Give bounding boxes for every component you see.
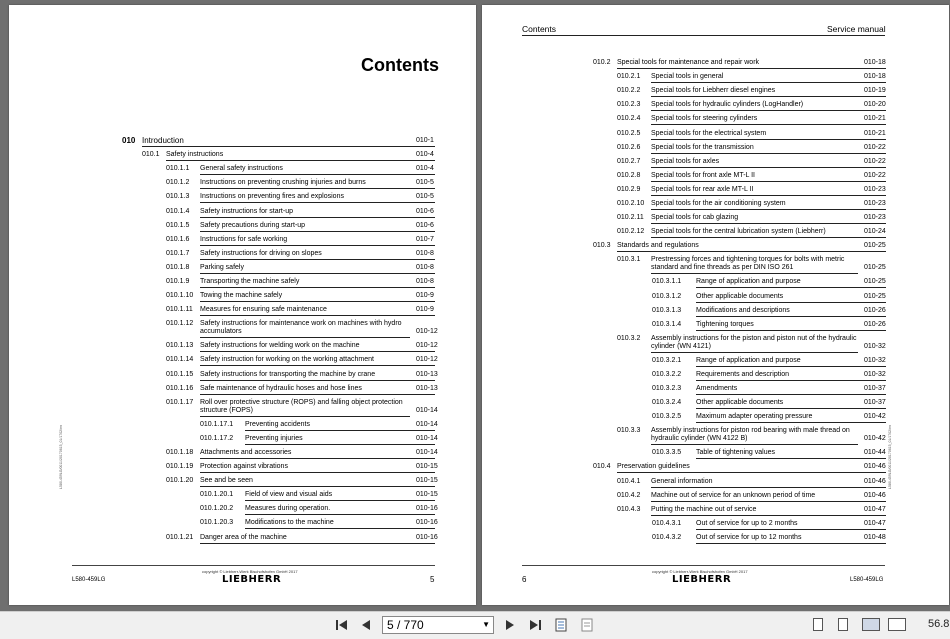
toc-entry[interactable] [9,477,476,487]
toc-entry-page: 010-18 [864,73,886,81]
toc-entry-page: 010-44 [864,449,886,457]
toc-entry[interactable] [482,492,949,502]
toc-entry-page: 010-42 [864,413,886,421]
toc-entry[interactable] [9,264,476,274]
toc-entry[interactable] [9,306,476,316]
toc-entry[interactable] [482,335,949,352]
toc-entry-title: Special tools for hydraulic cylinders (LogHandler) [651,101,886,111]
toc-entry[interactable] [482,101,949,111]
toc-entry-number: 010.2.3 [617,101,641,109]
two-page-view-icon[interactable] [862,618,880,631]
toc-entry-number: 010.3.1.2 [652,292,682,300]
toc-entry[interactable] [9,449,476,459]
toc-entry-number: 010 [122,136,136,145]
toc-entry-page: 010-15 [416,491,438,499]
toc-entry-title: General safety instructions [200,165,435,175]
chevron-down-icon: ▼ [482,620,490,629]
toc-entry-number: 010.3.2 [617,334,641,342]
toc-entry-number: 010.1.8 [166,263,190,271]
toc-entry-number: 010.1.17.2 [200,434,234,442]
toc-entry-page: 010-14 [416,434,438,442]
toc-entry-title: Special tools for steering cylinders [651,115,886,125]
toc-entry-title: Special tools for front axle MT-L II [651,172,886,182]
toc-entry[interactable] [9,292,476,302]
toc-entry-title: Standards and regulations [617,242,886,252]
toc-entry-title: Range of application and purpose [696,357,886,367]
page-indicator: 5 / 770 [387,618,424,632]
toc-entry-number: 010.2.9 [617,185,641,193]
toc-entry-title: Modifications and descriptions [696,307,886,317]
toc-entry-number: 010.2.7 [617,157,641,165]
toc-entry-title: Preventing accidents [245,421,435,431]
toc-entry[interactable] [482,293,949,303]
liebherr-logo: LIEBHERR [672,574,732,585]
header-contents: Contents [522,24,557,34]
next-page-icon[interactable] [502,616,518,634]
toc-entry-title: Safe maintenance of hydraulic hoses and hose lines [200,385,435,395]
toc-entry-title: Range of application and purpose [696,278,886,288]
toc-entry-title: Amendments [696,385,886,395]
toc-entry-number: 010.2.2 [617,87,641,95]
toc-entry[interactable] [482,228,949,238]
left-page [9,5,476,605]
toc-entry-number: 010.2.12 [617,228,645,236]
toc-entry[interactable] [9,463,476,473]
page-title: Contents [361,55,439,75]
toc-entry-page: 010-16 [416,505,438,513]
toc-entry[interactable] [9,385,476,395]
toc-entry-page: 010-8 [416,249,434,257]
toc-entry-title: Safety instructions [166,151,435,161]
toc-entry-title: Tightening torques [696,321,886,331]
toc-entry-number: 010.2.11 [617,214,644,222]
toc-entry[interactable] [482,321,949,331]
toc-entry[interactable] [9,435,476,445]
toc-entry-page: 010-14 [416,406,438,414]
toc-entry-title: Danger area of the machine [200,534,435,544]
toc-entry-title: General information [651,478,886,488]
toc-entry-title: Protection against vibrations [200,463,435,473]
toc-entry[interactable] [482,478,949,488]
toc-entry[interactable] [9,278,476,288]
toc-entry-page: 010-25 [864,278,886,286]
toc-entry-page: 010-24 [864,228,886,236]
page-number-select[interactable] [382,616,494,634]
toc-entry-number: 010.2.10 [617,200,645,207]
toc-entry-number: 010.2.8 [617,171,641,179]
toc-entry[interactable] [482,256,949,273]
page-number: 6 [522,575,527,584]
toc-entry-page: 010-23 [864,214,886,222]
toc-entry-page: 010-20 [864,101,886,109]
toc-entry[interactable] [9,236,476,246]
toc-entry-number: 010.4.2 [617,491,641,499]
toc-entry-number: 010.1.5 [166,221,190,229]
toc-entry[interactable] [9,505,476,515]
toc-entry-page: 010-6 [416,207,434,215]
toc-entry-page: 010-6 [416,221,434,229]
toc-entry[interactable] [482,158,949,168]
toc-entry-number: 010.2.1 [617,73,641,81]
toc-entry-title: Putting the machine out of service [651,506,886,516]
side-reference: L580-459LG/0011/20170615_01/1702/en [59,425,63,489]
toc-entry[interactable] [482,144,949,154]
toc-entry-number: 010.3.1.4 [652,320,682,328]
toc-entry-title: Special tools for Liebherr diesel engines [651,87,886,97]
footer-divider [522,565,885,566]
toc-entry-number: 010.3.2.4 [652,399,682,407]
toc-entry-title: Safety instructions for transporting the machine by crane [200,371,435,381]
toc-entry-title: Measures for ensuring safe maintenance [200,306,435,316]
zoom-level[interactable]: 56.8 [928,618,950,630]
toc-entry-title: Attachments and accessories [200,449,435,459]
liebherr-logo: LIEBHERR [222,574,282,585]
toc-entry-number: 010.2.4 [617,115,641,123]
toc-entry-page: 010-1 [416,137,434,144]
toc-entry-title: Special tools for the air conditioning system [651,200,886,210]
toc-entry[interactable] [482,59,949,69]
header-divider [522,35,885,36]
toc-entry-page: 010-22 [864,171,886,179]
copyright-text: copyright © Liebherr-Werk Bischofshofen GmbH 2017 [652,569,748,574]
toc-entry-number: 010.3.1 [617,256,641,264]
toc-entry[interactable] [9,519,476,529]
toc-entry[interactable] [482,214,949,224]
toc-entry-number: 010.4.3 [617,505,641,513]
toc-entry-number: 010.2.6 [617,143,641,151]
toc-entry[interactable] [482,463,949,473]
toc-entry-title: Instructions on preventing crushing injuries and burns [200,179,435,189]
toc-entry[interactable] [482,307,949,317]
toc-entry-page: 010-46 [864,491,886,499]
toc-entry-number: 010.1.15 [166,370,194,378]
toc-entry-page: 010-4 [416,151,434,159]
model-code: L580-459LG [72,577,106,583]
toc-entry-title: Special tools for the central lubrication system (Liebherr) [651,228,886,238]
toc-entry[interactable] [482,172,949,182]
toc-entry-page: 010-18 [864,59,886,66]
toc-entry-page: 010-4 [416,165,434,173]
toc-entry-title: Instructions on preventing fires and explosions [200,193,435,203]
toc-entry-page: 010-26 [864,320,886,328]
toc-entry-title: Table of tightening values [696,449,886,459]
toc-entry[interactable] [9,222,476,232]
toc-entry-page: 010-15 [416,477,438,485]
toc-entry-number: 010.3.2.5 [652,413,682,421]
toc-entry[interactable] [482,427,949,444]
toc-entry-page: 010-7 [416,235,434,243]
toc-entry[interactable] [9,399,476,416]
toc-entry-title: Field of view and visual aids [245,491,435,501]
toc-entry-title: Parking safely [200,264,435,274]
toc-entry-page: 010-37 [864,399,886,407]
fit-width-icon[interactable] [552,616,570,634]
toc-entry-title: Other applicable documents [696,399,886,409]
toc-entry-number: 010.1 [142,151,160,159]
toc-entry[interactable] [9,342,476,352]
toc-entry-number: 010.1.6 [166,235,190,243]
toc-entry-page: 010-32 [864,356,886,364]
toc-entry-number: 010.3.2.2 [652,370,682,378]
first-page-icon[interactable] [333,616,351,634]
toc-entry-page: 010-23 [864,200,886,207]
toc-entry-page: 010-21 [864,115,886,123]
toc-entry-number: 010.1.18 [166,448,194,456]
toc-entry-title: Out of service for up to 2 months [696,520,886,530]
toc-entry-title: Special tools in general [651,73,886,83]
toc-entry-page: 010-5 [416,179,434,187]
toc-entry-page: 010-22 [864,143,886,151]
toc-entry[interactable] [9,534,476,544]
toc-entry-page: 010-37 [864,385,886,392]
toc-entry-page: 010-26 [864,306,886,314]
toc-entry-number: 010.1.17.1 [200,420,234,428]
toc-entry-page: 010-48 [864,533,886,541]
toc-entry-number: 010.1.2 [166,179,190,187]
toc-entry[interactable] [482,200,949,210]
single-page-view-icon[interactable] [813,618,823,631]
toc-entry[interactable] [482,506,949,516]
toc-entry[interactable] [482,278,949,288]
toc-entry-page: 010-15 [416,463,438,470]
footer-divider [72,565,435,566]
toc-entry-number: 010.1.11 [166,306,193,314]
toc-entry-number: 010.1.20 [166,477,194,485]
toc-entry[interactable] [482,371,949,381]
toc-entry-number: 010.1.20.3 [200,519,234,527]
toc-entry-page: 010-32 [864,370,886,378]
toc-entry[interactable] [482,130,949,140]
toc-entry[interactable] [482,357,949,367]
toc-entry-page: 010-8 [416,263,434,271]
toc-entry-title: Modifications to the machine [245,519,435,529]
toc-entry[interactable] [482,87,949,97]
toc-entry-number: 010.4.3.2 [652,533,682,541]
toc-entry-title: Introduction [142,137,435,147]
toc-entry-number: 010.3 [593,242,611,250]
last-page-icon[interactable] [526,616,544,634]
toc-entry-number: 010.4 [593,463,611,471]
toc-entry[interactable] [9,491,476,501]
toc-entry-number: 010.1.20.2 [200,505,234,513]
toc-entry-title: Special tools for the electrical system [651,130,886,140]
toc-entry-title: Special tools for the transmission [651,144,886,154]
toc-entry-number: 010.1.20.1 [200,491,234,499]
toc-entry-title: Assembly instructions for the piston and piston nut of the hydraulic cylinder (WN 4121) [651,335,858,353]
toc-entry-number: 010.3.1.3 [652,306,682,314]
continuous-view-icon[interactable] [838,618,848,631]
toc-entry-page: 010-47 [864,505,886,513]
toc-entry-number: 010.1.17 [166,398,194,406]
toc-entry[interactable] [482,520,949,530]
toc-entry-title: Preventing injuries [245,435,435,445]
toc-entry[interactable] [9,356,476,366]
toc-entry[interactable] [482,413,949,423]
toc-entry-title: Special tools for rear axle MT-L II [651,186,886,196]
toc-entry[interactable] [9,208,476,218]
toc-entry-page: 010-25 [864,264,886,272]
toc-entry-page: 010-16 [416,519,438,527]
toc-entry[interactable] [482,534,949,544]
toc-entry-page: 010-9 [416,306,434,314]
toc-entry-number: 010.3.3.5 [652,449,682,457]
toc-entry[interactable] [482,115,949,125]
toc-entry-number: 010.1.19 [166,463,194,470]
toc-entry[interactable] [482,399,949,409]
toc-entry[interactable] [482,242,949,252]
toc-entry-number: 010.3.1.1 [652,278,682,286]
toc-entry-page: 010-16 [416,533,438,541]
toc-entry-number: 010.3.3 [617,427,641,435]
right-page [482,5,949,605]
side-reference: L580-459LG/0011/20170615_01/1702/en [888,425,892,489]
model-code: L580-459LG [850,577,884,583]
toc-entry-page: 010-14 [416,448,438,456]
toc-entry-number: 010.1.13 [166,342,194,350]
toc-entry-page: 010-47 [864,519,886,527]
toc-entry-number: 010.4.3.1 [652,519,682,527]
toc-entry-number: 010.2.5 [617,129,641,137]
toc-entry-page: 010-14 [416,420,438,428]
toc-entry-number: 010.3.2.3 [652,385,682,392]
toc-entry-number: 010.2 [593,59,611,66]
toc-entry-title: Preservation guidelines [617,463,886,473]
toc-entry-page: 010-9 [416,292,434,300]
fit-page-icon[interactable] [578,616,596,634]
toc-entry-title: Special tools for cab glazing [651,214,886,224]
toc-entry[interactable] [9,165,476,175]
toc-entry-number: 010.1.7 [166,249,190,257]
toc-entry-title: Special tools for maintenance and repair work [617,59,886,69]
toc-entry-title: Out of service for up to 12 months [696,534,886,544]
toc-entry[interactable] [482,186,949,196]
toc-entry-page: 010-46 [864,463,886,471]
toc-entry[interactable] [9,320,476,337]
toc-entry-title: Special tools for axles [651,158,886,168]
toc-entry[interactable] [9,193,476,203]
toc-entry[interactable] [9,250,476,260]
toc-entry[interactable] [482,385,949,395]
toc-entry-title: Towing the machine safely [200,292,435,302]
toc-entry[interactable] [9,421,476,431]
toc-entry-title: Other applicable documents [696,293,886,303]
toc-entry-page: 010-46 [864,477,886,485]
toc-entry-number: 010.1.9 [166,278,190,285]
toc-entry-number: 010.1.14 [166,356,194,364]
toc-entry-number: 010.1.12 [166,320,194,328]
toc-entry-number: 010.1.1 [166,165,190,173]
toc-entry-page: 010-25 [864,242,886,250]
toc-entry-page: 010-5 [416,193,434,201]
toc-entry-page: 010-8 [416,278,434,285]
toc-entry[interactable] [482,449,949,459]
toc-entry-page: 010-13 [416,384,438,392]
toc-entry-page: 010-22 [864,157,886,165]
page-number: 5 [430,575,435,584]
toc-entry-page: 010-13 [416,370,438,378]
toc-entry[interactable] [9,179,476,189]
toc-entry-page: 010-12 [416,342,438,350]
toc-entry[interactable] [482,73,949,83]
toc-entry[interactable] [9,137,476,147]
toc-entry-page: 010-12 [416,356,438,364]
toc-entry[interactable] [9,371,476,381]
toc-entry-title: Instructions for safe working [200,236,435,246]
toc-entry-page: 010-21 [864,129,886,137]
toc-entry-title: See and be seen [200,477,435,487]
toc-entry-title: Transporting the machine safely [200,278,435,288]
toc-entry-page: 010-42 [864,435,886,443]
toc-entry-number: 010.1.4 [166,207,190,215]
toc-entry-title: Safety instructions for maintenance work on machines with hydro accumulators [200,320,410,338]
toc-entry-page: 010-12 [416,328,438,336]
toc-entry-title: Maximum adapter operating pressure [696,413,886,423]
toc-entry-number: 010.3.2.1 [652,356,682,364]
toc-entry-title: Safety instructions for welding work on the machine [200,342,435,352]
toc-entry-page: 010-32 [864,342,886,350]
toc-entry[interactable] [9,151,476,161]
toc-entry-title: Roll over protective structure (ROPS) and falling object protection structure (FOPS) [200,399,410,417]
toc-entry-number: 010.1.16 [166,384,194,392]
toc-entry-title: Assembly instructions for piston rod bearing with male thread on hydraulic cylinder (WN 4122 B) [651,427,858,445]
toc-entry-page: 010-19 [864,87,886,95]
toc-entry-number: 010.1.21 [166,533,194,541]
toc-entry-page: 010-25 [864,292,886,300]
toc-entry-title: Safety precautions during start-up [200,222,435,232]
previous-page-icon[interactable] [358,616,374,634]
viewer-toolbar [0,611,950,639]
toc-entry-title: Measures during operation. [245,505,435,515]
copyright-text: copyright © Liebherr-Werk Bischofshofen GmbH 2017 [202,569,298,574]
toc-entry-number: 010.1.10 [166,292,194,300]
toc-entry-title: Safety instructions for driving on slopes [200,250,435,260]
toc-entry-title: Machine out of service for an unknown period of time [651,492,886,502]
header-service-manual: Service manual [827,24,886,34]
toc-entry-title: Safety instruction for working on the working attachment [200,356,435,366]
toc-entry-page: 010-23 [864,185,886,193]
toc-entry-number: 010.4.1 [617,477,641,485]
toc-entry-title: Safety instructions for start-up [200,208,435,218]
toc-entry-number: 010.1.3 [166,193,190,201]
toc-entry-title: Requirements and description [696,371,886,381]
toc-entry-title: Prestressing forces and tightening torques for bolts with metric standard and fine threads as per DIN ISO 261 [651,256,858,274]
two-page-continuous-view-icon[interactable] [888,618,906,631]
